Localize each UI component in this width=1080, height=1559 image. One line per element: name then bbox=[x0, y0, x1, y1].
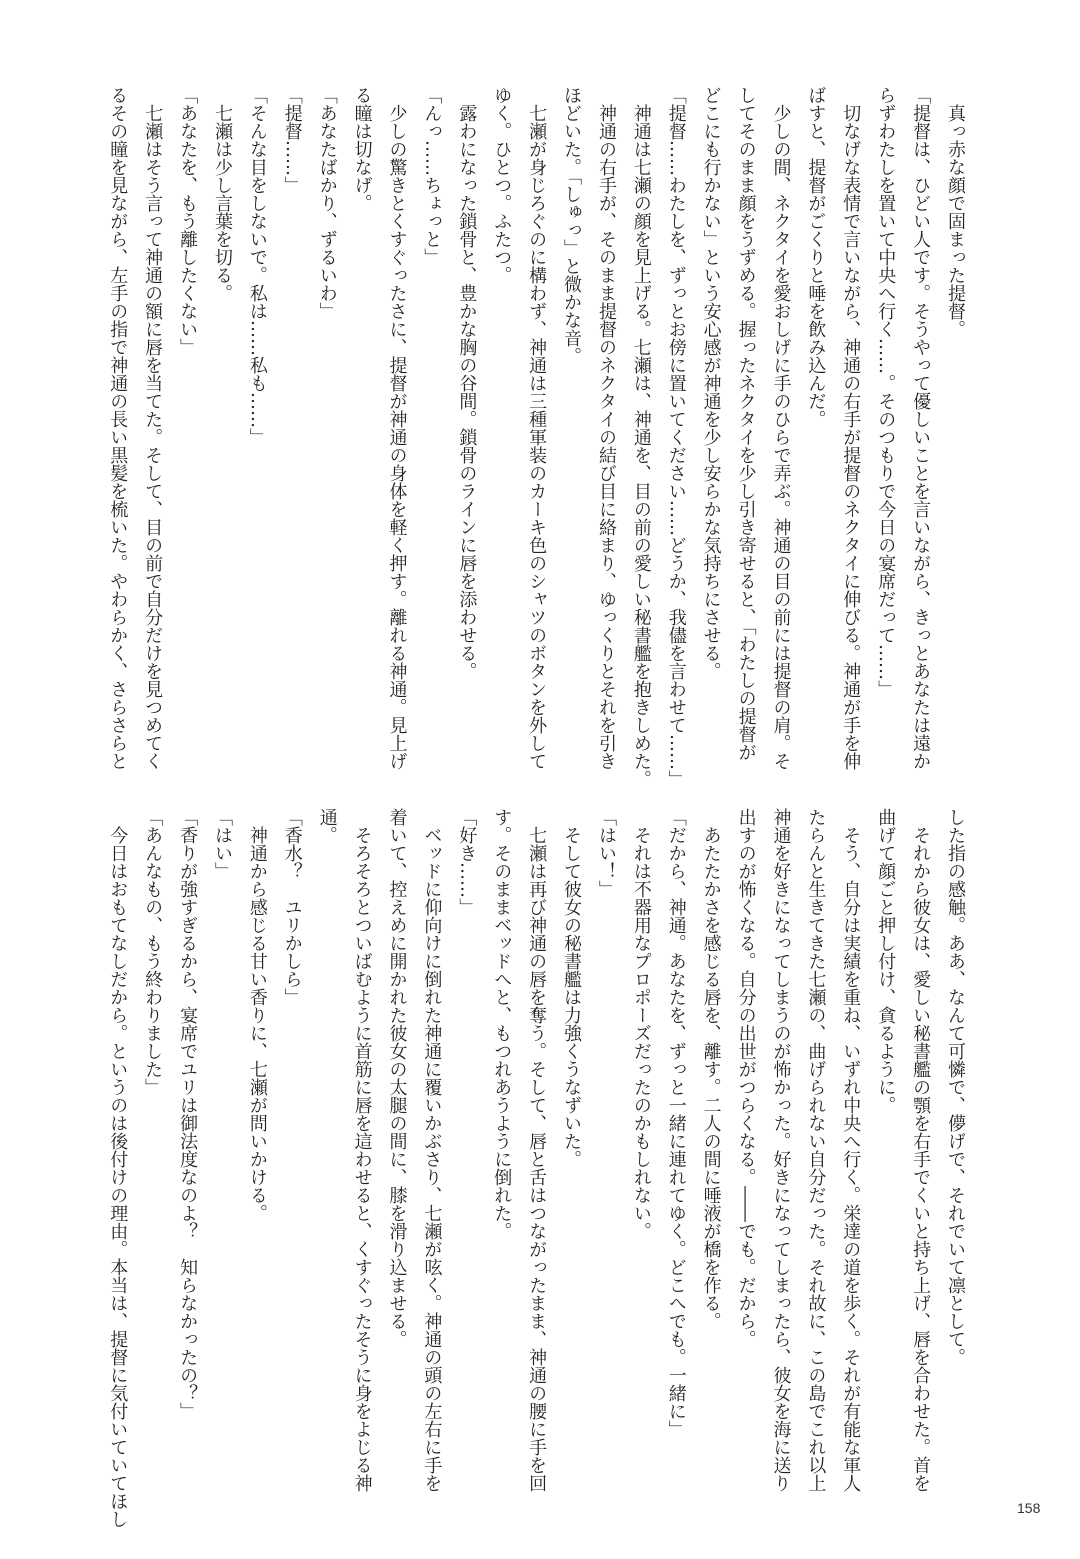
text-column: 露わになった鎖骨と、豊かな胸の谷間。鎖骨のラインに唇を添わせる。 bbox=[456, 86, 478, 680]
text-column: どこにも行かない」という安心感が神通を少し安らかな気持ちにさせる。 bbox=[700, 86, 722, 680]
text-column: 出すのが怖くなる。自分の出世がつらくなる。――でも。だから。 bbox=[735, 808, 757, 1348]
text-column: 「そんな目をしないで。私は……私も……」 bbox=[246, 86, 268, 446]
text-column: 真っ赤な顔で固まった提督。 bbox=[945, 86, 966, 338]
text-column: 「好き……」 bbox=[456, 808, 478, 916]
text-column: 少しの間、ネクタイを愛おしげに手のひらで弄ぶ。神通の目の前には提督の肩。そ bbox=[770, 86, 792, 770]
text-column: ばすと、提督がごくりと唾を飲み込んだ。 bbox=[805, 86, 827, 428]
text-column: る瞳は切なげ。 bbox=[351, 86, 373, 212]
text-block-top bbox=[107, 86, 972, 788]
text-column: たらんと生きてきた七瀬の、曲げられない自分だった。それ故に、この島でこれ以上 bbox=[805, 808, 827, 1492]
text-column: ベッドに仰向けに倒れた神通に覆いかぶさり、七瀬が呟く。神通の頭の左右に手を bbox=[421, 808, 443, 1492]
text-column: 曲げて顔ごと押し付け、貪るように。 bbox=[875, 808, 897, 1114]
text-column: 通。 bbox=[316, 808, 338, 844]
text-column: 「香りが強すぎるから、宴席でユリは御法度なのよ？ 知らなかったの？」 bbox=[177, 808, 199, 1420]
text-column: 神通を好きになってしまうのが怖かった。好きになってしまったら、彼女を海に送り bbox=[770, 808, 792, 1492]
text-block-bottom bbox=[107, 808, 972, 1528]
text-column: 七瀬はそう言って神通の額に唇を当てた。そして、目の前で自分だけを見つめてく bbox=[142, 86, 164, 770]
text-column: 神通の右手が、そのまま提督のネクタイの結び目に絡まり、ゆっくりとそれを引き bbox=[595, 86, 617, 770]
text-column: 「提督……」 bbox=[281, 86, 303, 194]
text-column: 切なげな表情で言いながら、神通の右手が提督のネクタイに伸びる。神通が手を伸 bbox=[840, 86, 862, 770]
text-column: 「提督……わたしを、ずっとお傍に置いてください……どうか、我儘を言わせて……」 bbox=[665, 86, 687, 788]
text-column: そう、自分は実績を重ね、いずれ中央へ行く。栄達の道を歩く。それが有能な軍人 bbox=[840, 808, 862, 1492]
text-column: るその瞳を見ながら、左手の指で神通の長い黒髪を梳いた。やわらかく、さらさらと bbox=[107, 86, 129, 770]
text-column: した指の感触。ああ、なんて可憐で、儚げで、それでいて凛として。 bbox=[945, 808, 966, 1366]
text-column: ほどいた。「しゅっ」と微かな音。 bbox=[561, 86, 583, 365]
text-column: ゆく。ひとつ。ふたつ。 bbox=[491, 86, 513, 284]
text-column: 「あんなもの、もう終わりました」 bbox=[142, 808, 164, 1096]
text-column: 少しの驚きとくすぐったさに、提督が神通の身体を軽く押す。離れる神通。見上げ bbox=[386, 86, 408, 770]
text-column: 「はい」 bbox=[211, 808, 233, 880]
text-column: 「あなたばかり、ずるいわ」 bbox=[316, 86, 338, 320]
text-column: 「はい！」 bbox=[595, 808, 617, 898]
text-column: らずわたしを置いて中央へ行く……。そのつもりで今日の宴席だって……」 bbox=[875, 86, 897, 698]
text-column: そして彼女の秘書艦は力強くうなずいた。 bbox=[561, 808, 583, 1168]
text-column: 「提督は、ひどい人です。そうやって優しいことを言いながら、きっとあなたは遠か bbox=[910, 86, 932, 770]
text-column: 「香水？ ユリかしら」 bbox=[281, 808, 303, 1006]
text-column: 七瀬は再び神通の唇を奪う。そして、唇と舌はつながったまま、神通の腰に手を回 bbox=[526, 808, 548, 1492]
text-column: 「んっ……ちょっと」 bbox=[421, 86, 443, 266]
text-column: 「あなたを、もう離したくない」 bbox=[177, 86, 199, 356]
text-column: 神通から感じる甘い香りに、七瀬が問いかける。 bbox=[246, 808, 268, 1222]
text-column: す。そのままベッドへと、もつれあうように倒れた。 bbox=[491, 808, 513, 1240]
text-column: そろそろとついばむように首筋に唇を這わせると、くすぐったそうに身をよじる神 bbox=[351, 808, 373, 1492]
text-column: 今日はおもてなしだから。というのは後付けの理由。本当は、提督に気付いていてほし bbox=[107, 808, 129, 1528]
text-column: あたたかさを感じる唇を、離す。二人の間に唾液が橋を作る。 bbox=[700, 808, 722, 1330]
text-column: 七瀬は少し言葉を切る。 bbox=[211, 86, 233, 302]
text-column: 着いて、控えめに開かれた彼女の太腿の間に、膝を滑り込ませる。 bbox=[386, 808, 408, 1348]
text-column: してそのまま顔をうずめる。握ったネクタイを少し引き寄せると、「わたしの提督が bbox=[735, 86, 757, 761]
text-column: それから彼女は、愛しい秘書艦の顎を右手でくいと持ち上げ、唇を合わせた。首を bbox=[910, 808, 932, 1492]
text-column: 「だから、神通。あなたを、ずっと一緒に連れてゆく。どこへでも。一緒に」 bbox=[665, 808, 687, 1438]
text-column: 神通は七瀬の顔を見上げる。七瀬は、神通を、目の前の愛しい秘書艦を抱きしめた。 bbox=[630, 86, 652, 788]
text-column: 七瀬が身じろぐのに構わず、神通は三種軍装のカーキ色のシャツのボタンを外して bbox=[526, 86, 548, 770]
page-number: 158 bbox=[1017, 1500, 1041, 1516]
text-column: それは不器用なプロポーズだったのかもしれない。 bbox=[630, 808, 652, 1240]
